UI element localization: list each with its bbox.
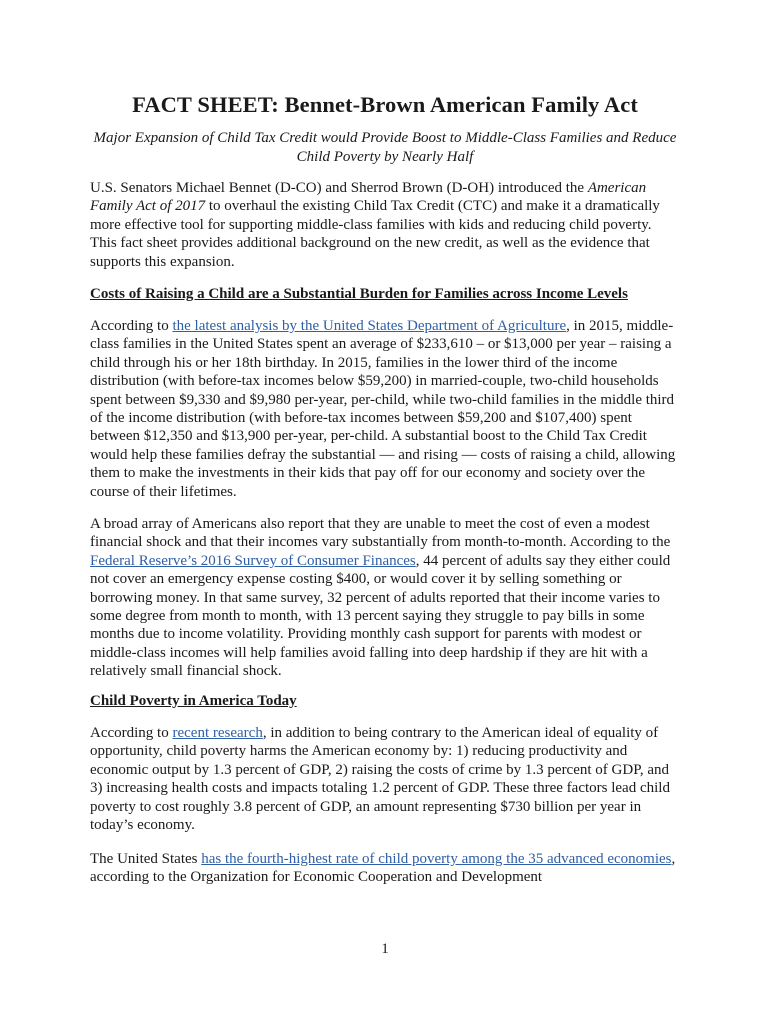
- paragraph-text: A broad array of Americans also report that they are unable to meet the cost of even a modest financial shock and that their incomes vary substantially from month-to-month. According to the: [90, 516, 671, 551]
- paragraph-text: , according to the Organization for Economic Cooperation and Development: [90, 851, 676, 886]
- intro-text-start: U.S. Senators Michael Bennet (D-CO) and Sherrod Brown (D-OH) introduced the: [90, 180, 588, 196]
- page-subtitle: Major Expansion of Child Tax Credit would Provide Boost to Middle-Class Families and Reduce Child Poverty by Nearly Half: [93, 130, 677, 165]
- paragraph-text: The United States: [90, 851, 202, 867]
- intro-text-end: to overhaul the existing Child Tax Credit (CTC) and make it a dramatically more effective tool for supporting middle-class families with kids and reducing child poverty. This fact sheet provides additional background on the new credit, as well as the evidence that supports this expansion.: [90, 198, 660, 270]
- paragraph-text: , in 2015, middle-class families in the United States spent an average of $233,610 – or $13,000 per year – raising a child through his or her 18th birthday. In 2015, families in the lower third of the income distribution (with before-tax incomes below $59,200) in married-couple, two-child households spent between $9,330 and $9,980 per-year, per-child, while two-child families in the middle third of the income distribution (with before-tax incomes between $59,200 and $107,400) spent between $12,350 and $13,900 per-year, per-child. A substantial boost to the Child Tax Credit would help these families defray the substantial — and rising — costs of raising a child, allowing them to make the investments in their kids that pay off for our economy and society over the course of their lifetimes.: [90, 318, 676, 500]
- act-name: American Family Act of 2017: [90, 180, 647, 215]
- paragraph-text: According to: [90, 725, 173, 741]
- costs-paragraph-2: [90, 515, 680, 681]
- paragraph-text: , in addition to being contrary to the American ideal of equality of opportunity, child poverty harms the American economy by: 1) reducing productivity and economic output by 1.3 percent of GDP, 2) raising the costs of crime by 1.3 percent of GDP, and 3) increasing health costs and impacts totaling 1.2 percent of GDP. These three factors lead child poverty to cost roughly 3.8 percent of GDP, an amount representing $730 billion per year in today’s economy.: [90, 725, 670, 834]
- paragraph-text: According to: [90, 318, 173, 334]
- section-heading-costs: Costs of Raising a Child are a Substantial Burden for Families across Income Levels: [90, 286, 628, 302]
- page-number: 1: [381, 941, 389, 957]
- intro-paragraph: [90, 179, 680, 271]
- costs-paragraph-1: [90, 317, 680, 501]
- oecd-ranking-link[interactable]: has the fourth-highest rate of child poverty among the 35 advanced economies: [201, 851, 672, 867]
- poverty-paragraph-2: [90, 850, 680, 887]
- usda-analysis-link[interactable]: the latest analysis by the United States Department of Agriculture: [172, 318, 567, 334]
- poverty-paragraph-1: [90, 724, 680, 834]
- document-page: [90, 0, 680, 1024]
- section-heading-child-poverty: Child Poverty in America Today: [90, 693, 297, 709]
- federal-reserve-survey-link[interactable]: Federal Reserve’s 2016 Survey of Consumer Finances: [90, 552, 416, 569]
- recent-research-link[interactable]: recent research: [172, 725, 263, 741]
- page-title: FACT SHEET: Bennet-Brown American Family Act: [132, 92, 638, 117]
- paragraph-text: , 44 percent of adults say they either could not cover an emergency expense costing $400, or would cover it by selling something or borrowing money. In that same survey, 32 percent of adults reported that their income varies to some degree from month to month, with 13 percent saying they struggle to pay bills in some months due to income volatility. Providing monthly cash support for parents with modest or middle-class incomes will help families avoid falling into deep hardship if they are hit with a relatively small financial shock.: [90, 552, 671, 680]
